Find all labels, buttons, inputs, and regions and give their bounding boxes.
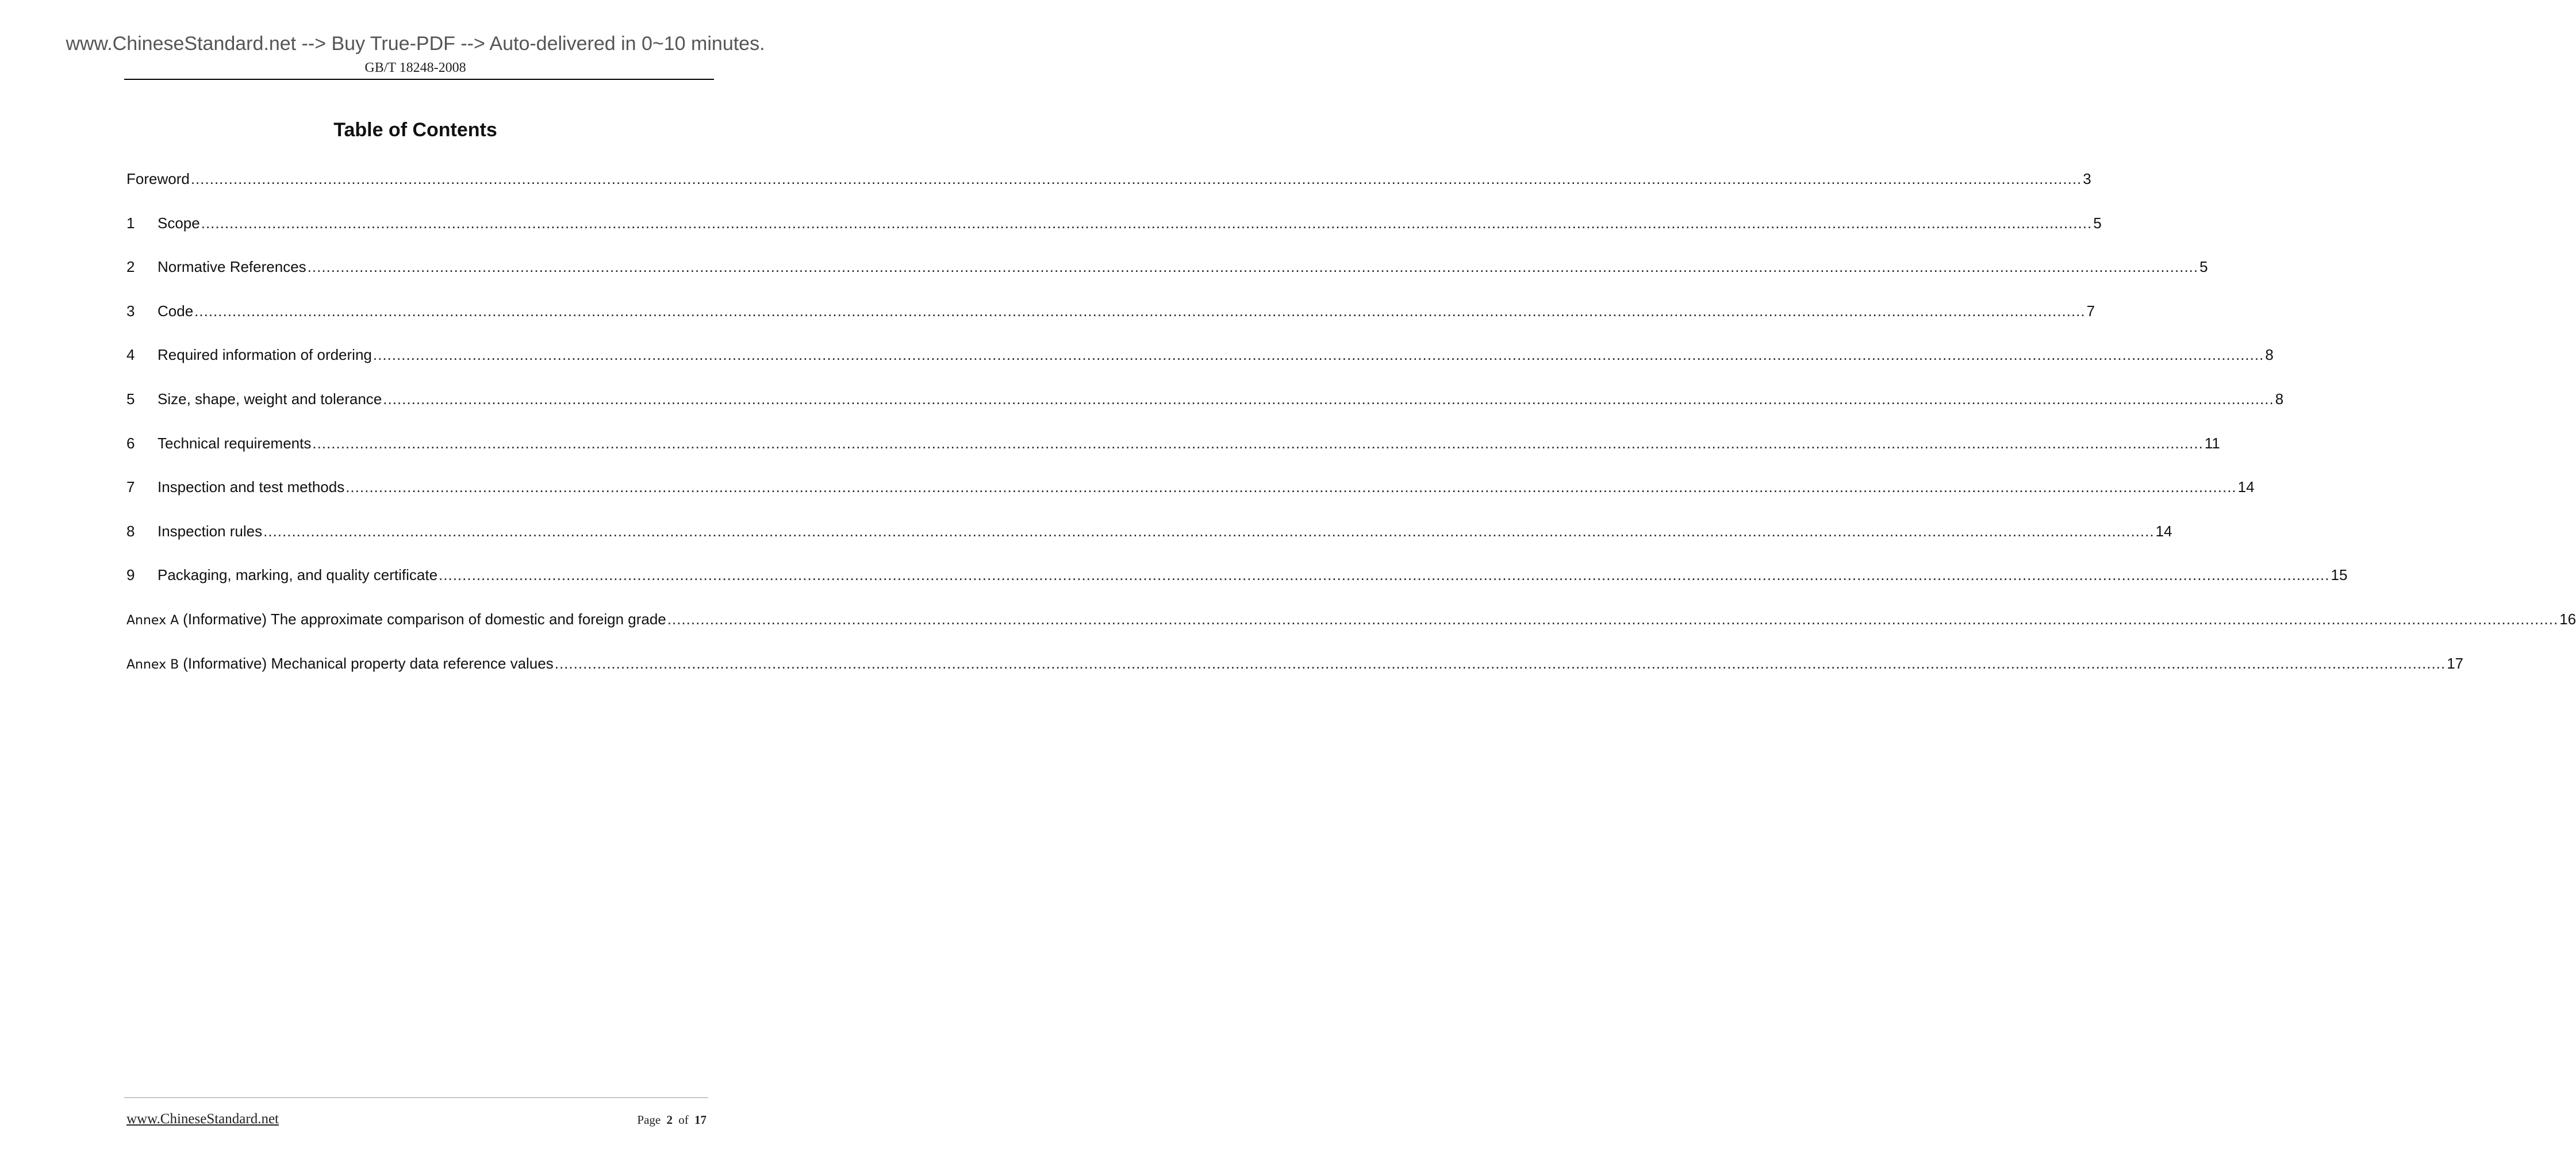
toc-entry-page: 3 [2083,170,2091,187]
dot-leader: ................................................................................................................................................................................................................................................................................................................................................................................................................ [373,346,2264,364]
footer-website-link[interactable]: www.ChineseStandard.net [126,1111,279,1127]
toc-entry-number: 6 [126,434,135,452]
dot-leader: ................................................................................................................................................................................................................................................................................................................................................................................................................ [307,258,2199,276]
standard-code: GB/T 18248-2008 [364,60,466,75]
toc-entry-number: 3 [126,302,135,320]
toc-entry-number: 1 [126,214,135,232]
toc-entry-number: 4 [126,346,135,364]
toc-entry-annex-a[interactable] [126,610,2576,655]
dot-leader: ................................................................................................................................................................................................................................................................................................................................................................................................................ [312,434,2203,452]
dot-leader: ................................................................................................................................................................................................................................................................................................................................................................................................................ [194,302,2086,320]
dot-leader: ................................................................................................................................................................................................................................................................................................................................................................................................................ [554,654,2446,672]
toc-entry-label: Size, shape, weight and tolerance [158,390,382,408]
toc-entry-label: (Informative) Mechanical property data reference values [183,654,554,672]
toc-entry-label: Required information of ordering [158,346,372,364]
dot-leader: ................................................................................................................................................................................................................................................................................................................................................................................................................ [263,522,2155,540]
toc-list [126,170,2576,698]
toc-entry-page: 14 [2237,478,2255,496]
toc-entry-label: Code [158,302,194,320]
toc-entry-page: 5 [2093,214,2102,232]
toc-entry-foreword[interactable] [126,170,2091,214]
toc-entry-ordering-information[interactable] [126,346,2274,390]
toc-entry-page: 15 [2331,566,2348,584]
toc-entry-annex-prefix: Annex B [126,657,179,672]
toc-entry-label: (Informative) The approximate comparison of domestic and foreign grade [183,610,666,628]
page-total: 17 [694,1113,707,1127]
header-divider [124,79,714,80]
footer-divider [124,1097,708,1098]
toc-entry-label: Technical requirements [158,434,312,452]
toc-entry-inspection-test-methods[interactable] [126,478,2255,523]
toc-entry-packaging-marking[interactable] [126,566,2348,610]
header-banner: www.ChineseStandard.net --> Buy True-PDF --> Auto-delivered in 0~10 minutes. [66,33,765,55]
toc-entry-label: Foreword [126,170,190,187]
toc-entry-page: 16 [2559,610,2576,628]
toc-entry-size-shape-weight[interactable] [126,390,2284,435]
toc-entry-page: 8 [2275,390,2284,408]
toc-entry-page: 5 [2199,258,2208,276]
toc-entry-number: 7 [126,478,135,496]
toc-title: Table of Contents [333,119,497,141]
toc-entry-number: 8 [126,522,135,540]
toc-entry-number: 5 [126,390,135,408]
dot-leader: ................................................................................................................................................................................................................................................................................................................................................................................................................ [201,214,2093,232]
toc-entry-number: 2 [126,258,135,276]
toc-entry-normative-references[interactable] [126,258,2208,302]
toc-entry-label: Scope [158,214,200,232]
dot-leader: ................................................................................................................................................................................................................................................................................................................................................................................................................ [190,170,2082,187]
toc-entry-annex-prefix: Annex A [126,613,179,628]
page-current: 2 [666,1113,673,1127]
toc-entry-page: 7 [2086,302,2095,320]
toc-entry-label: Inspection and test methods [158,478,345,496]
toc-entry-page: 8 [2265,346,2274,364]
toc-entry-scope[interactable] [126,214,2102,259]
toc-entry-page: 11 [2204,434,2220,452]
dot-leader: ................................................................................................................................................................................................................................................................................................................................................................................................................ [439,566,2330,584]
toc-entry-label: Packaging, marking, and quality certificate [158,566,438,584]
toc-entry-label: Inspection rules [158,522,263,540]
toc-entry-page: 17 [2447,654,2464,672]
page-number [637,1112,707,1128]
page-of: of [678,1113,689,1127]
toc-entry-inspection-rules[interactable] [126,522,2172,567]
toc-entry-code[interactable] [126,302,2095,347]
page-word: Page [637,1113,661,1127]
toc-entry-annex-b[interactable] [126,654,2464,699]
toc-entry-page: 14 [2155,522,2172,540]
toc-entry-technical-requirements[interactable] [126,434,2220,479]
dot-leader: ................................................................................................................................................................................................................................................................................................................................................................................................................ [667,610,2559,628]
toc-entry-label: Normative References [158,258,306,276]
dot-leader: ................................................................................................................................................................................................................................................................................................................................................................................................................ [383,390,2274,408]
toc-entry-number: 9 [126,566,135,584]
dot-leader: ................................................................................................................................................................................................................................................................................................................................................................................................................ [345,478,2237,496]
